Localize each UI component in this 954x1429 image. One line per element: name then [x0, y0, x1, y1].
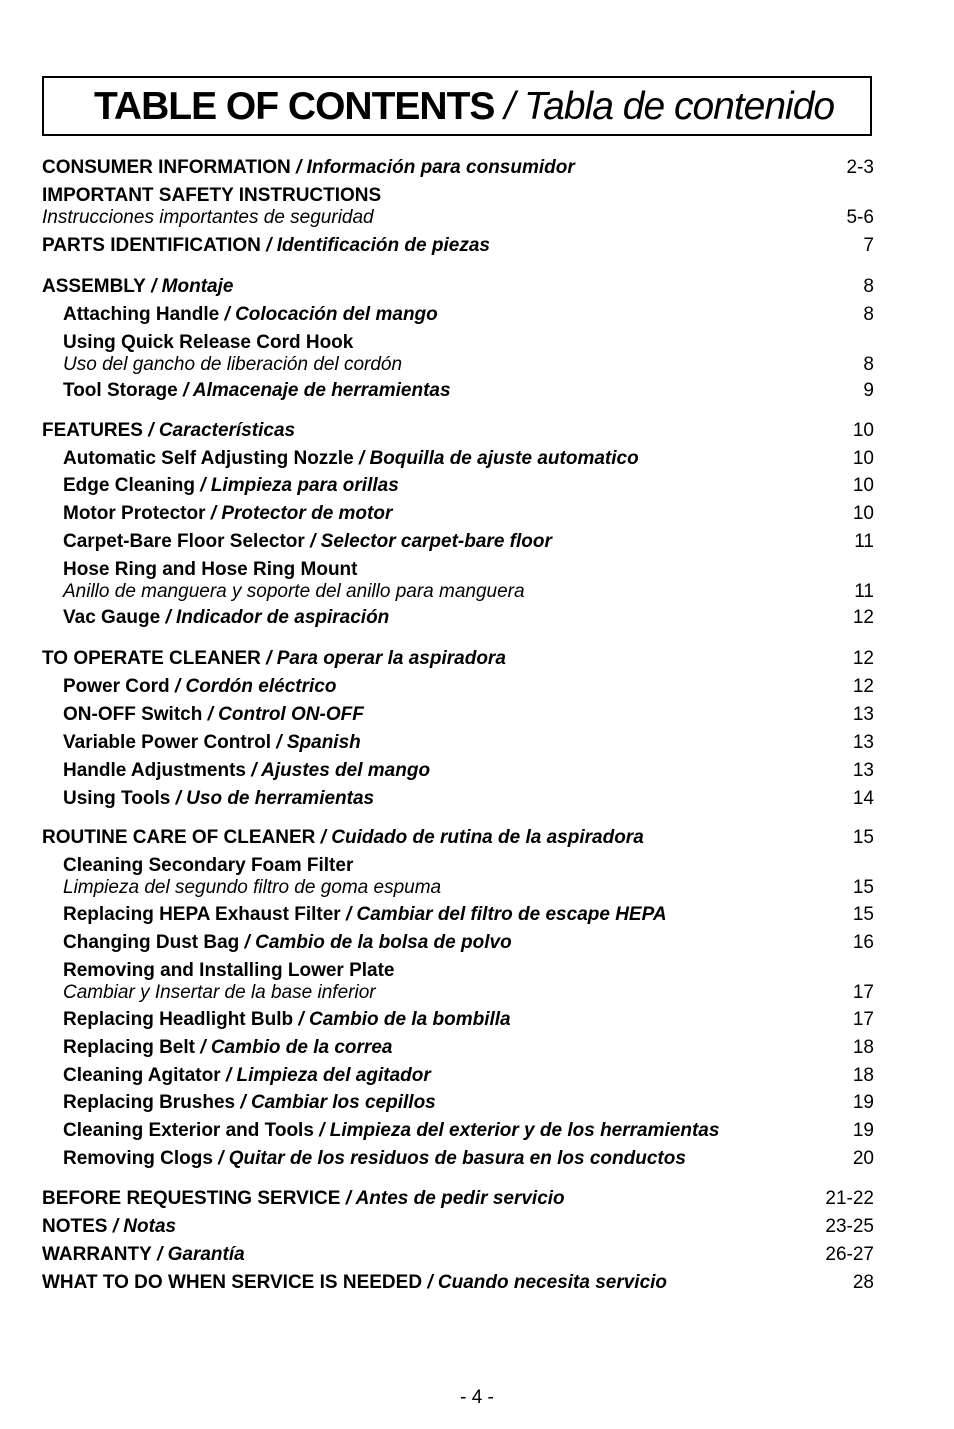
toc-entry-spanish: Cambiar y Insertar de la base inferior [63, 982, 376, 1003]
toc-entry-spanish: Notas [123, 1216, 177, 1237]
toc-separator: / [239, 932, 256, 953]
toc-entry [0, 932, 954, 960]
toc-entry-english: WARRANTY / Garantía [42, 1244, 245, 1265]
toc-entry [0, 380, 954, 408]
toc-entry [0, 1120, 954, 1148]
toc-entry-english: BEFORE REQUESTING SERVICE / Antes de pedir servicio [42, 1188, 565, 1209]
toc-entry-spanish: Antes de pedir servicio [355, 1188, 565, 1209]
toc-entry-spanish: Indicador de aspiración [176, 607, 390, 628]
toc-entry-page: 12 [852, 648, 874, 669]
toc-separator: / [353, 448, 370, 469]
toc-separator: / [194, 1037, 211, 1058]
toc-entry-spanish: Cordón eléctrico [185, 676, 337, 697]
toc-entry-spanish: Ajustes del mango [261, 760, 431, 781]
toc-entry-english: NOTES / Notas [42, 1216, 177, 1237]
toc-entry-page: 13 [852, 760, 874, 781]
toc-entry [0, 1272, 954, 1300]
toc-entry [0, 1037, 954, 1065]
toc-entry [0, 304, 954, 332]
toc-entry [0, 788, 954, 816]
toc-entry-spanish: Para operar la aspiradora [276, 648, 506, 669]
toc-entry-english: Carpet-Bare Floor Selector / Selector carpet-bare floor [63, 531, 552, 552]
toc-entry-english: Cleaning Secondary Foam Filter [63, 855, 354, 876]
toc-separator: / [246, 760, 262, 781]
toc-separator: / [293, 1009, 309, 1030]
toc-entry [0, 1216, 954, 1244]
toc-entry-spanish: Montaje [161, 276, 234, 297]
toc-entry-spanish: Información para consumidor [306, 157, 575, 178]
toc-entry-english: FEATURES / Características [42, 420, 296, 441]
toc-entry-spanish: Identificación de piezas [276, 235, 490, 256]
toc-entry-english: Handle Adjustments / Ajustes del mango [63, 760, 431, 781]
toc-separator: / [304, 531, 321, 552]
toc-entry [0, 448, 954, 476]
toc-entry-spanish: Spanish [286, 732, 361, 753]
page-number: - 4 - [460, 1387, 494, 1408]
toc-entry-page: 14 [852, 788, 874, 809]
toc-entry-spanish: Cambio de la correa [210, 1037, 393, 1058]
toc-entry [0, 1148, 954, 1176]
toc-entry-english: IMPORTANT SAFETY INSTRUCTIONS [42, 185, 382, 206]
title-separator: / [494, 85, 524, 128]
toc-entry-page: 17 [852, 982, 874, 1003]
toc-entry-page: 28 [852, 1272, 874, 1293]
toc-entry-page: 13 [852, 732, 874, 753]
toc-entry-page: 11 [854, 531, 874, 552]
toc-entry-spanish: Selector carpet-bare floor [320, 531, 552, 552]
toc-entry-page: 12 [852, 607, 874, 628]
toc-separator: / [177, 380, 193, 401]
toc-separator: / [145, 276, 162, 297]
toc-separator: / [315, 827, 332, 848]
toc-entry-spanish: Cuidado de rutina de la aspiradora [331, 827, 644, 848]
toc-entry-spanish: Características [158, 420, 296, 441]
toc-entry-page: 17 [852, 1009, 874, 1030]
toc-entry-spanish: Cambio de la bolsa de polvo [255, 932, 512, 953]
toc-entry [0, 559, 954, 602]
toc-entry-page: 26-27 [825, 1244, 874, 1265]
toc-entry [0, 607, 954, 635]
toc-entry-english: Removing and Installing Lower Plate [63, 960, 395, 981]
toc-entry-page: 15 [852, 904, 874, 925]
toc-entry-english: Cleaning Agitator / Limpieza del agitador [63, 1065, 431, 1086]
toc-entry-page: 10 [852, 503, 874, 524]
toc-entry-page: 10 [852, 475, 874, 496]
toc-entry-page: 8 [863, 304, 874, 325]
toc-entry-english: Automatic Self Adjusting Nozzle / Boquilla de ajuste automatico [63, 448, 639, 469]
toc-entry-english: Replacing Headlight Bulb / Cambio de la bombilla [63, 1009, 511, 1030]
toc-entry [0, 420, 954, 448]
toc-entry [0, 855, 954, 898]
toc-entry [0, 235, 954, 263]
toc-entry-english: Edge Cleaning / Limpieza para orillas [63, 475, 399, 496]
toc-entry [0, 1065, 954, 1093]
toc-entry-spanish: Colocación del mango [235, 304, 438, 325]
toc-separator: / [212, 1148, 229, 1169]
toc-separator: / [271, 732, 287, 753]
toc-entry-english: Motor Protector / Protector de motor [63, 503, 393, 524]
toc-entry [0, 475, 954, 503]
toc-entry-page: 10 [852, 420, 874, 441]
toc-entry-page: 18 [852, 1037, 874, 1058]
toc-entry-spanish: Quitar de los residuos de basura en los conductos [228, 1148, 686, 1169]
toc-entry-spanish: Cambiar del filtro de escape HEPA [356, 904, 667, 925]
toc-separator: / [142, 420, 159, 441]
toc-entry-english: Removing Clogs / Quitar de los residuos de basura en los conductos [63, 1148, 686, 1169]
toc-entry-page: 5-6 [846, 207, 874, 228]
toc-separator: / [194, 475, 211, 496]
toc-entry-spanish: Control ON-OFF [218, 704, 364, 725]
toc-separator: / [422, 1272, 438, 1293]
toc-entry-spanish: Limpieza para orillas [210, 475, 399, 496]
title-spanish: Tabla de contenido [523, 85, 835, 128]
toc-entry [0, 676, 954, 704]
toc-entry-page: 15 [852, 827, 874, 848]
toc-entry-english: Tool Storage / Almacenaje de herramientas [63, 380, 451, 401]
toc-entry [0, 648, 954, 676]
toc-entry-spanish: Uso de herramientas [186, 788, 375, 809]
toc-separator: / [260, 648, 277, 669]
toc-entry [0, 1009, 954, 1037]
toc-entry-english: Replacing Belt / Cambio de la correa [63, 1037, 393, 1058]
toc-entry-spanish: Cambiar los cepillos [250, 1092, 436, 1113]
toc-entry-english: Power Cord / Cordón eléctrico [63, 676, 337, 697]
toc-entry-page: 13 [852, 704, 874, 725]
toc-entry-page: 8 [863, 354, 874, 375]
toc-entry [0, 1188, 954, 1216]
toc-entry [0, 531, 954, 559]
toc-entry-page: 11 [854, 581, 874, 602]
toc-entry-english: Vac Gauge / Indicador de aspiración [63, 607, 390, 628]
toc-separator: / [205, 503, 222, 524]
toc-entry-spanish: Limpieza del exterior y de los herramientas [329, 1120, 720, 1141]
toc-entry-spanish: Uso del gancho de liberación del cordón [63, 354, 403, 375]
toc-entry-page: 20 [852, 1148, 874, 1169]
toc-entry-spanish: Limpieza del segundo filtro de goma espuma [63, 877, 442, 898]
toc-separator: / [220, 1065, 237, 1086]
toc-entry [0, 1244, 954, 1272]
toc-entry-page: 16 [852, 932, 874, 953]
toc-entry-page: 9 [863, 380, 874, 401]
title-english: TABLE OF CONTENTS [94, 85, 495, 128]
toc-entry-page: 23-25 [825, 1216, 874, 1237]
toc-entry [0, 960, 954, 1003]
toc-entry-spanish: Cambio de la bombilla [308, 1009, 511, 1030]
toc-separator: / [170, 788, 187, 809]
toc-entry-spanish: Limpieza del agitador [236, 1065, 431, 1086]
toc-separator: / [260, 235, 277, 256]
toc-entry-english: ASSEMBLY / Montaje [42, 276, 234, 297]
toc-entry [0, 503, 954, 531]
toc-entry-page: 19 [852, 1092, 874, 1113]
toc-entry-english: Using Quick Release Cord Hook [63, 332, 354, 353]
toc-entry-page: 7 [863, 235, 874, 256]
toc-entry-page: 12 [852, 676, 874, 697]
toc-entry [0, 276, 954, 304]
toc-entry-page: 8 [863, 276, 874, 297]
toc-entry-english: CONSUMER INFORMATION / Información para consumidor [42, 157, 575, 178]
toc-entry [0, 904, 954, 932]
toc-separator: / [151, 1244, 168, 1265]
toc-separator: / [160, 607, 177, 628]
toc-entry [0, 185, 954, 228]
toc-entry-english: Replacing Brushes / Cambiar los cepillos [63, 1092, 436, 1113]
toc-separator: / [219, 304, 236, 325]
toc-entry-page: 18 [852, 1065, 874, 1086]
toc-entry-spanish: Boquilla de ajuste automatico [369, 448, 639, 469]
toc-entry [0, 1092, 954, 1120]
toc-entry [0, 760, 954, 788]
toc-entry [0, 332, 954, 375]
toc-entry [0, 157, 954, 185]
toc-separator: / [107, 1216, 124, 1237]
toc-entry-english: TO OPERATE CLEANER / Para operar la aspiradora [42, 648, 506, 669]
toc-separator: / [340, 1188, 356, 1209]
toc-entry-english: Replacing HEPA Exhaust Filter / Cambiar del filtro de escape HEPA [63, 904, 667, 925]
toc-entry [0, 827, 954, 855]
toc-entry-english: PARTS IDENTIFICATION / Identificación de piezas [42, 235, 490, 256]
toc-separator: / [202, 704, 219, 725]
toc-separator: / [290, 157, 307, 178]
toc-entry-english: Variable Power Control / Spanish [63, 732, 361, 753]
toc-entry-english: WHAT TO DO WHEN SERVICE IS NEEDED / Cuando necesita servicio [42, 1272, 668, 1293]
toc-separator: / [313, 1120, 330, 1141]
toc-separator: / [169, 676, 186, 697]
toc-entry-page: 19 [852, 1120, 874, 1141]
toc-entry-english: ON-OFF Switch / Control ON-OFF [63, 704, 364, 725]
toc-entry-english: Changing Dust Bag / Cambio de la bolsa de polvo [63, 932, 512, 953]
toc-entry-spanish: Garantía [167, 1244, 245, 1265]
toc-entry-page: 15 [852, 877, 874, 898]
toc-separator: / [235, 1092, 251, 1113]
toc-entry-page: 10 [852, 448, 874, 469]
toc-entry-english: Hose Ring and Hose Ring Mount [63, 559, 358, 580]
toc-entry-spanish: Protector de motor [221, 503, 393, 524]
toc-entry-page: 21-22 [825, 1188, 874, 1209]
toc-entry [0, 704, 954, 732]
toc-entry-english: Cleaning Exterior and Tools / Limpieza del exterior y de los herramientas [63, 1120, 720, 1141]
toc-entry-spanish: Anillo de manguera y soporte del anillo para manguera [63, 581, 525, 602]
toc-entry-spanish: Instrucciones importantes de seguridad [42, 207, 374, 228]
toc-separator: / [340, 904, 357, 925]
title-box [42, 76, 872, 136]
toc-entry-spanish: Cuando necesita servicio [437, 1272, 668, 1293]
toc-entry-english: ROUTINE CARE OF CLEANER / Cuidado de rutina de la aspiradora [42, 827, 644, 848]
toc-entry [0, 732, 954, 760]
toc-entry-english: Attaching Handle / Colocación del mango [63, 304, 438, 325]
page-title [94, 84, 834, 130]
toc-entry-page: 2-3 [846, 157, 874, 178]
toc-entry-english: Using Tools / Uso de herramientas [63, 788, 375, 809]
toc-entry-spanish: Almacenaje de herramientas [192, 380, 451, 401]
